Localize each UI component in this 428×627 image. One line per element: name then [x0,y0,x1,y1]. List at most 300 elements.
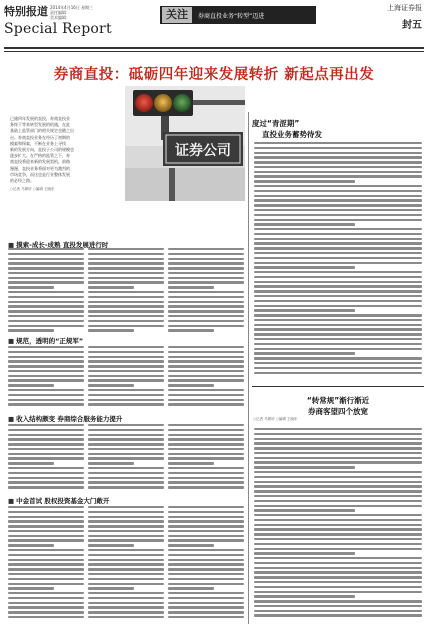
text-line [88,477,164,479]
text-line [254,552,355,554]
text-line [254,343,422,345]
text-line [168,424,244,426]
text-line [88,320,164,322]
lede-line: 市场竞争，而这也是行业整体发展 [10,171,70,177]
text-line [168,448,244,450]
text-line [88,568,164,570]
text-line [168,438,244,440]
red-light [135,94,153,112]
text-line [168,346,244,348]
text-line [168,520,244,522]
body-text-column [88,506,164,621]
text-line [88,325,164,327]
text-line [88,511,164,513]
text-line [88,506,164,508]
text-line [254,562,422,564]
text-line [254,447,422,449]
text-line [254,152,422,154]
sidebar-title-line2: 直投业务蓄势待发 [262,130,322,139]
text-line [8,356,84,358]
text-line [254,567,422,569]
text-line [88,457,164,459]
text-line [8,583,84,585]
text-line [8,592,84,594]
text-line [254,328,422,330]
text-line [88,448,164,450]
text-line [88,315,164,317]
masthead-rule-thin [4,51,424,52]
body-text-column [8,248,84,334]
text-line [8,253,84,255]
text-line [8,272,84,274]
text-line [88,370,164,372]
body-text-column [168,248,244,334]
text-line [254,576,422,578]
text-line [168,262,244,264]
text-line [88,472,164,474]
text-line [254,476,422,478]
body-text-column [168,506,244,621]
body-text-column [8,424,84,491]
text-line [254,195,422,197]
lede-line: 基础上监管部门的相关规定也随之出 [10,128,74,134]
byline: ○记者 马婧妤 ○编辑 王晓东 [10,187,55,192]
body-text-column [88,248,164,334]
text-line [254,367,422,369]
text-line [88,253,164,255]
text-line [8,568,84,570]
text-line [168,467,244,469]
lede-line: 逐步扩大。在严格的监管之下，券 [10,153,70,159]
text-line [8,477,84,479]
text-line [254,348,422,350]
text-line [254,333,422,335]
text-line [254,219,422,221]
text-line [254,524,422,526]
text-line [254,199,422,201]
text-line [254,581,422,583]
text-line [168,616,244,618]
text-line [168,360,244,362]
text-line [254,238,422,240]
text-line [254,557,422,559]
text-line [88,375,164,377]
text-line [88,434,164,436]
text-line [254,500,422,502]
text-line [8,549,84,551]
text-line [254,324,422,326]
subheading: ■ 规范，透明的“正规军” [8,337,84,345]
text-line [88,356,164,358]
text-line [8,291,84,293]
text-line [254,281,422,283]
text-line [168,472,244,474]
text-line [254,471,422,473]
text-line [8,606,84,608]
text-line [168,315,244,317]
text-line [88,539,164,541]
text-line [8,611,84,613]
text-line [8,511,84,513]
text-line [254,214,422,216]
text-line [88,262,164,264]
text-line [8,365,84,367]
text-line [88,525,164,527]
text-line [168,291,244,293]
text-line [8,375,84,377]
text-line [254,147,422,149]
text-line [254,276,422,278]
text-line [88,403,164,405]
text-line [8,462,54,464]
text-line [88,438,164,440]
text-line [8,258,84,260]
focus-topic: 券商直投业务“转型”迈进 [198,13,265,20]
text-line [8,370,84,372]
text-line [88,399,164,401]
text-line [254,433,422,435]
text-line [88,486,164,488]
text-line [168,506,244,508]
text-line [168,477,244,479]
text-line [168,389,244,391]
text-line [8,389,84,391]
text-line [168,457,244,459]
text-line [88,394,164,396]
text-line [88,516,164,518]
text-line [8,554,84,556]
amber-light [154,94,172,112]
text-line [168,530,244,532]
traffic-light-illustration [125,86,245,201]
text-line [254,252,422,254]
text-line [88,351,164,353]
text-line [8,443,84,445]
lede-line: 已逾四年发展的直投，券商直投业 [10,116,70,121]
masthead [0,0,428,47]
text-line [168,544,214,546]
text-line [168,320,244,322]
text-line [88,429,164,431]
text-line [8,453,84,455]
text-line [88,559,164,561]
masthead-rule [4,47,424,49]
text-line [168,434,244,436]
text-line [88,481,164,483]
text-line [168,258,244,260]
text-line [168,351,244,353]
sidebar-title-line1: 度过“青涩期” [252,119,300,128]
text-line [8,539,84,541]
text-line [88,549,164,551]
text-line [168,399,244,401]
section-title-en: Special Report [4,21,112,37]
text-line [8,403,84,405]
text-line [254,338,422,340]
text-line [168,602,244,604]
sidebar-story-top [252,118,424,140]
text-line [8,379,84,381]
text-line [168,379,244,381]
text-line [8,429,84,431]
text-line [88,616,164,618]
text-line [168,535,244,537]
text-line [168,573,244,575]
text-line [8,325,84,327]
text-line [8,320,84,322]
sidebar-story-bottom [253,395,423,422]
green-light [173,94,191,112]
text-line [168,453,244,455]
lede-line: 务终于等来转型发展的机遇，在此 [10,122,70,128]
text-line [168,587,214,589]
body-text-column [8,346,84,408]
text-line [168,356,244,358]
text-line [88,346,164,348]
text-line [8,305,84,307]
text-line [254,505,422,507]
text-line [168,305,244,307]
text-line [254,204,422,206]
text-line [254,466,355,468]
text-line [254,285,422,287]
text-line [254,461,422,463]
text-line [168,267,244,269]
subheading: ■ 中金首试 股权投资基金大门敞开 [8,497,110,505]
text-line [8,544,54,546]
text-line [254,180,355,182]
text-line [88,573,164,575]
text-line [88,379,164,381]
text-line [88,301,164,303]
text-line [168,272,244,274]
lede-line: 摸索和探索，不断在业务上寻找 [10,140,66,146]
section-tag: 特别报道 [4,5,48,18]
text-line [88,329,134,331]
text-line [254,190,422,192]
text-line [168,443,244,445]
text-line [168,525,244,527]
text-line [254,362,422,364]
sign-text: 证券公司 [175,143,231,159]
sidebar2-title-line2: 券商客望四个放宽 [308,407,368,416]
text-line [88,305,164,307]
text-line [254,309,355,311]
text-line [254,509,355,511]
text-line [8,535,84,537]
text-line [88,272,164,274]
text-line [254,175,422,177]
text-line [168,481,244,483]
text-line [8,530,84,532]
text-line [168,375,244,377]
text-line [88,554,164,556]
text-line [168,549,244,551]
text-line [254,591,422,593]
text-line [168,286,214,288]
text-line [254,452,422,454]
text-line [254,428,422,430]
text-line [8,310,84,312]
text-line [168,486,244,488]
issue-art-editor: 美术编辑： [50,15,70,20]
text-line [254,595,355,597]
text-line [168,370,244,372]
body-text-column [168,424,244,491]
text-line [8,563,84,565]
text-line [88,310,164,312]
sidebar2-title-line1: “转常规”渐行渐近 [306,396,370,405]
text-line [168,516,244,518]
text-line [254,357,422,359]
column-divider [248,112,249,624]
main-headline: 券商直投：砥砺四年迎来发展转折 新起点再出发 [53,67,375,83]
sidebar-body-text [254,428,422,619]
text-line [254,481,422,483]
text-line [254,142,422,144]
text-line [254,485,422,487]
text-line [8,467,84,469]
text-line [168,325,244,327]
text-line [168,568,244,570]
text-line [168,296,244,298]
text-line [254,543,422,545]
text-line [254,372,422,374]
text-line [8,296,84,298]
text-line [168,403,244,405]
text-line [88,597,164,599]
text-line [254,548,422,550]
text-line [88,365,164,367]
text-line [254,228,422,230]
text-line [168,578,244,580]
text-line [254,300,422,302]
focus-banner [160,6,316,24]
text-line [168,394,244,396]
text-line [8,277,84,279]
text-line [8,438,84,440]
text-line [8,394,84,396]
text-line [8,286,54,288]
text-line [168,554,244,556]
text-line [8,281,84,283]
text-line [168,511,244,513]
text-line [8,267,84,269]
text-line [254,352,355,354]
text-line [254,295,422,297]
text-line [88,267,164,269]
traffic-light-photo [125,86,245,201]
text-line [168,365,244,367]
text-line [88,462,134,464]
sidebar-divider [252,386,424,387]
text-line [254,319,422,321]
text-line [88,602,164,604]
text-line [254,314,422,316]
text-line [168,329,214,331]
body-text-column [88,346,164,408]
text-line [168,462,214,464]
text-line [254,161,422,163]
text-line [254,533,422,535]
text-line [168,310,244,312]
text-line [8,472,84,474]
text-line [254,600,422,602]
text-line [88,291,164,293]
text-line [8,346,84,348]
text-line [8,301,84,303]
lede-line: 商直投将迎来新的发展契机，前路 [10,159,70,165]
text-line [8,457,84,459]
text-line [168,384,214,386]
text-line [8,602,84,604]
text-line [88,578,164,580]
text-line [168,597,244,599]
text-line [88,281,164,283]
focus-label: 关注 [162,7,192,23]
text-line [8,525,84,527]
text-line [254,495,422,497]
text-line [168,606,244,608]
lede [10,116,120,192]
text-line [254,442,422,444]
text-line [88,592,164,594]
text-line [8,486,84,488]
text-line [254,266,355,268]
text-line [8,516,84,518]
text-line [88,443,164,445]
text-line [254,490,422,492]
text-line [8,559,84,561]
text-line [254,614,422,616]
text-line [8,360,84,362]
text-line [88,467,164,469]
text-line [168,559,244,561]
text-line [8,384,54,386]
text-line [254,528,422,530]
text-line [88,296,164,298]
text-line [168,592,244,594]
text-line [88,360,164,362]
text-line [8,434,84,436]
lede-line: 的必经之路。 [10,177,34,183]
subheading: ■ 摸索-成长-成熟 直投发展进行时 [8,241,109,249]
text-line [8,315,84,317]
text-line [254,233,422,235]
text-line [88,258,164,260]
text-line [8,506,84,508]
text-line [88,587,134,589]
text-line [8,448,84,450]
text-line [254,166,422,168]
sidebar2-byline: ○记者 马婧妤 ○编辑 王晓东 [253,417,298,421]
text-line [254,171,422,173]
lede-line: 漫漫，直投业务将面对更为激烈的 [10,165,70,171]
issue-editor: 责任编辑： [50,10,70,15]
subheading: ■ 收入结构颇变 券商综合服务能力提升 [8,415,123,423]
text-line [8,587,54,589]
text-line [254,257,422,259]
text-line [88,424,164,426]
text-line [168,429,244,431]
text-line [254,242,422,244]
text-line [254,247,422,249]
lede-line: 台。券商直投业务在经历了初期的 [10,134,70,140]
body-text-column [8,506,84,621]
text-line [88,535,164,537]
text-line [88,453,164,455]
text-line [254,438,422,440]
